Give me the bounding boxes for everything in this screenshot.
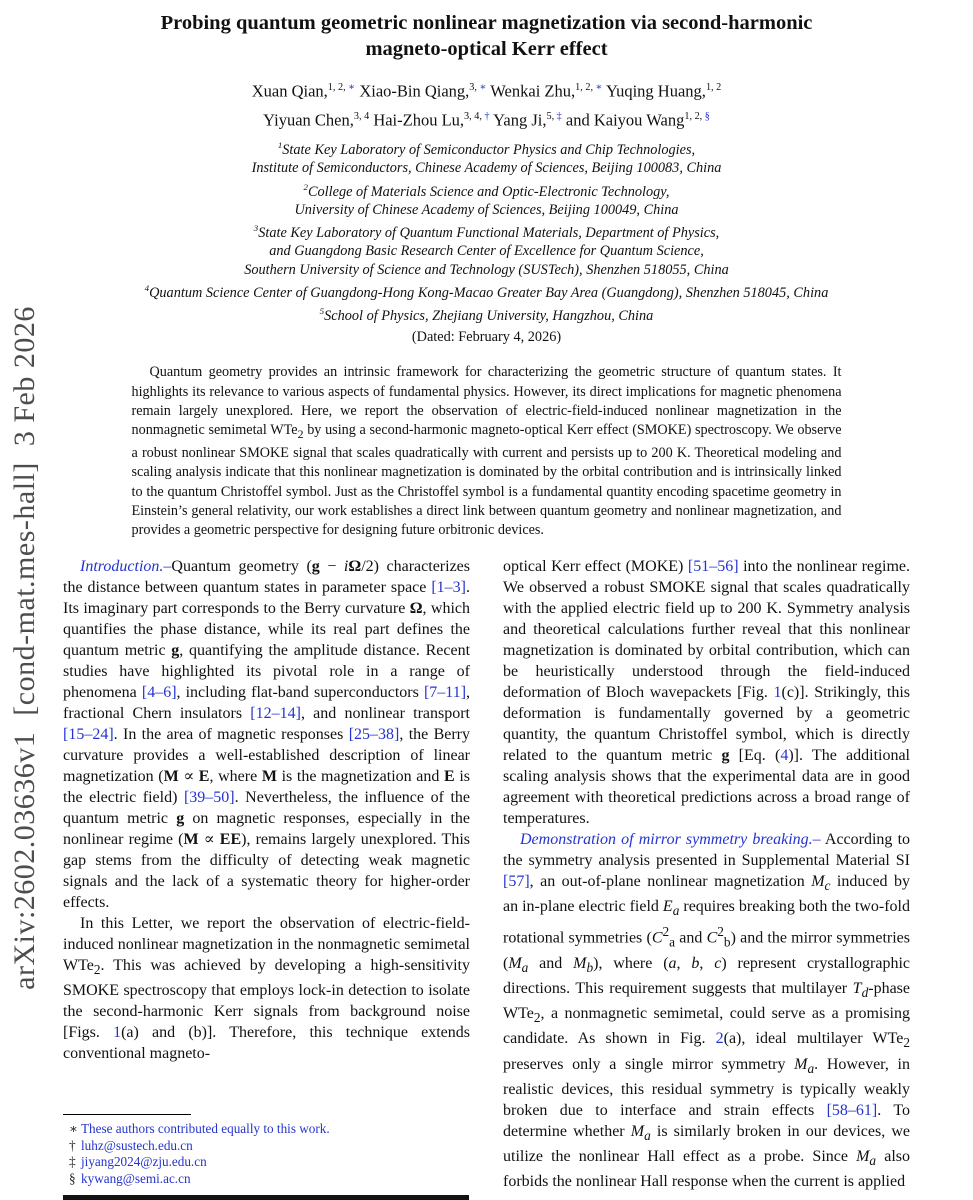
footnote-symbol: ∗	[69, 1121, 78, 1136]
footnote-block	[63, 1110, 470, 1187]
paper-title: Probing quantum geometric nonlinear magnetization via second-harmonic magneto-optical Kerr effect	[160, 12, 813, 60]
affiliation-line: and Guangdong Basic Research Center of Excellence for Quantum Science,	[269, 243, 704, 260]
footnote-email	[63, 1138, 470, 1155]
footnote-symbol: §	[69, 1170, 76, 1186]
arxiv-stamp: arXiv:2602.03636v1 [cond-mat.mes-hall] 3 Feb 2026	[8, 306, 41, 990]
right-column	[503, 556, 910, 1200]
affiliation-line: Institute of Semiconductors, Chinese Academy of Sciences, Beijing 100083, China	[251, 160, 722, 177]
footnote-symbol: †	[69, 1137, 76, 1153]
footnote-symbol: ‡	[69, 1154, 76, 1170]
affiliation-line: Southern University of Science and Technology (SUSTech), Shenzhen 518055, China	[244, 261, 729, 278]
affiliation-block	[63, 136, 910, 325]
two-column-body	[63, 556, 910, 1200]
affiliation-line: University of Chinese Academy of Sciences, Beijing 100049, China	[294, 201, 679, 218]
affiliation-line: $^4$Quantum Science Center of Guangdong-Hong Kong-Macao Greater Bay Area (Guangdong), Shenzhen 518045, China	[144, 283, 829, 301]
paragraph: In this Letter, we report the observation of electric-field-induced nonlinear magnetization in the nonmagnetic semimetal WTe$_2$. This was achieved by developing a high-sensitivity SMOKE spectroscopy that employs lock-in detection to isolate the second-harmonic Kerr signals from background noise [Figs. 1(a) and (b)]. Therefore, this technique extends conventional magneto-	[63, 915, 470, 1063]
footnote-email	[63, 1154, 470, 1171]
affiliation-line: $^3$State Key Laboratory of Quantum Functional Materials, Department of Physics,	[253, 223, 720, 241]
footnote-text[interactable]: These authors contributed equally to this work.	[81, 1121, 330, 1136]
footnote-email-link[interactable]: luhz@sustech.edu.cn	[81, 1137, 193, 1153]
paragraph-introduction: Introduction.–Quantum geometry (g − iΩ/2) characterizes the distance between quantum states in parameter space [1–3]. Its imaginary part corresponds to the Berry curvature Ω, which quantifies the phase distance, while its real part defines the quantum metric g, quantifying the amplitude distance. Recent studies have highlighted its pivotal role in a range of phenomena [4–6], including flat-band superconductors [7–11], fractional Chern insulators [12–14], and nonlinear transport [15–24]. In the area of magnetic responses [25–38], the Berry curvature provides a well-established description of linear magnetization (M ∝ E, where M is the magnetization and E is the electric field) [39–50]. Nevertheless, the influence of the quantum metric g on magnetic responses, especially in the nonlinear regime (M ∝ EE), remains largely unexplored. This gap stems from the difficulty of detecting weak magnetic signals and the lack of a systematic theory for higher-order effects.	[63, 558, 470, 911]
paragraph-continuation: optical Kerr effect (MOKE) [51–56] into the nonlinear regime. We observed a robust SMOKE signal that scales quadratically with the applied electric field up to 200 K. Symmetry analysis and theoretical calculations further reveal that this nonlinear magnetization is dominated by orbital contribution, which can be heuristically understood through the field-induced deformation of Bloch wavepackets [Fig. 1(c)]. Strikingly, this deformation is fundamentally governed by a geometric quantity, the quantum Christoffel symbol, which is directly related to the quantum metric g [Eq. (4)]. The additional scaling analysis shows that the experimental data are in good agreement with theoretical predictions across a broad range of temperatures.	[503, 558, 910, 827]
footnote-rule	[63, 1114, 191, 1115]
author-line-2: Yiyuan Chen,$^{3, 4}$ Hai-Zhou Lu,$^{3, 4, \dagger}$ Yang Ji,$^{5, \ddagger}$ and Kaiyou Wang$^{1, 2, \S}$	[263, 110, 710, 129]
affiliation-line: $^5$School of Physics, Zhejiang University, Hangzhou, China	[319, 306, 654, 325]
footnote-equal-contribution	[63, 1121, 470, 1138]
affiliation-line: $^1$State Key Laboratory of Semiconductor Physics and Chip Technologies,	[277, 140, 696, 158]
author-block	[63, 75, 910, 132]
footnote-email-link[interactable]: kywang@semi.ac.cn	[81, 1170, 191, 1186]
footnote-email-link[interactable]: jiyang2024@zju.edu.cn	[81, 1154, 207, 1170]
left-column	[63, 556, 470, 1200]
footnote-email	[63, 1171, 470, 1188]
paragraph-demonstration: Demonstration of mirror symmetry breaking.– According to the symmetry analysis presented in Supplemental Material SI [57], an out-of-plane nonlinear magnetization $M_c$ induced by an in-plane electric field $E_a$ requires breaking both the two-fold rotational symmetries ($C^2_a$ and $C^2_b$) and the mirror symmetries ($M_a$ and $M_b$), where (a, b, c) represent crystallographic directions. This requirement suggests that multilayer $T_d$-phase WTe$_2$, a nonmagnetic semimetal, could serve as a promising candidate. As shown in Fig. 2(a), ideal multilayer WTe$_2$ preserves only a single mirror symmetry $M_a$. However, in realistic devices, this residual symmetry is typically weakly broken due to interface and strain effects [58–61]. To determine whether $M_a$ is similarly broken in our devices, we utilize the nonlinear Hall effect as a probe. Since $M_a$ also forbids the nonlinear Hall response when the current is applied	[503, 831, 910, 1191]
paper-header	[63, 0, 910, 346]
date-line: (Dated: February 4, 2026)	[411, 329, 562, 346]
abstract: Quantum geometry provides an intrinsic framework for characterizing the geometric structure of quantum states. It highlights its relevance to various aspects of fundamental physics. However, its direct implications for magnetic phenomena remain largely unexplored. Here, we report the observation of electric-field-induced nonlinear magnetization in the nonmagnetic semimetal WTe$_2$ by using a second-harmonic magneto-optical Kerr effect (SMOKE) spectroscopy. We observe a robust nonlinear SMOKE signal that scales quadratically with current and persists up to 200 K. Theoretical modeling and scaling analysis indicate that this nonlinear magnetization is dominated by the orbital contribution and is intrinsically linked to the quantum Christoffel symbol. Just as the Christoffel symbol is a fundamental quantity encoding spacetime geometry in Einstein’s general relativity, our work establishes a direct link between quantum geometry and nonlinear magnetization, and provides a geometric perspective for designing future orbitronic devices.	[131, 364, 842, 538]
cut-off-figure-edge	[63, 1195, 469, 1200]
author-line-1: Xuan Qian,$^{1, 2, ∗}$ Xiao-Bin Qiang,$^{3, ∗}$ Wenkai Zhu,$^{1, 2, ∗}$ Yuqing Huang,$^{1, 2}$	[251, 81, 722, 101]
affiliation-line: $^2$College of Materials Science and Optic-Electronic Technology,	[303, 181, 670, 200]
